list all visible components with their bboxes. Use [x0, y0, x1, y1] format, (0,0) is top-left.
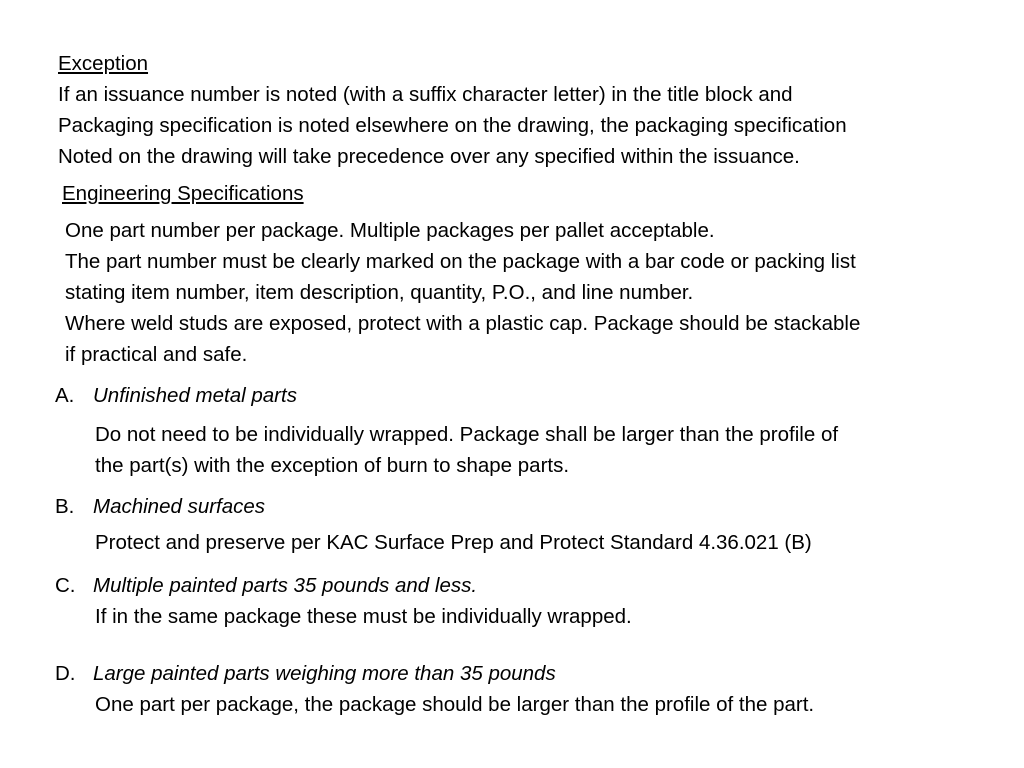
item-a-body-2: the part(s) with the exception of burn to shape parts.	[95, 454, 570, 477]
item-d-title-row	[55, 658, 556, 689]
item-d-letter: D.	[55, 662, 76, 685]
item-a-body-1: Do not need to be individually wrapped. Package shall be larger than the profile of	[95, 423, 839, 446]
item-b-letter: B.	[55, 495, 75, 518]
engineering-line-3: stating item number, item description, quantity, P.O., and line number.	[65, 281, 694, 304]
exception-line-3: Noted on the drawing will take precedence over any specified within the issuance.	[58, 145, 800, 168]
engineering-line-5: if practical and safe.	[65, 343, 248, 366]
engineering-heading: Engineering Specifications	[62, 182, 304, 205]
exception-heading: Exception	[58, 52, 149, 75]
engineering-line-2: The part number must be clearly marked on the package with a bar code or packing list	[65, 250, 856, 273]
exception-line-1: If an issuance number is noted (with a suffix character letter) in the title block and	[58, 83, 793, 106]
item-b-title: Machined surfaces	[93, 495, 266, 518]
item-c-letter: C.	[55, 574, 76, 597]
engineering-line-1: One part number per package. Multiple packages per pallet acceptable.	[65, 219, 715, 242]
item-b-body-1: Protect and preserve per KAC Surface Prep and Protect Standard 4.36.021 (B)	[95, 531, 812, 554]
item-c-title: Multiple painted parts 35 pounds and less.	[93, 574, 478, 597]
item-a-title: Unfinished metal parts	[93, 384, 297, 407]
item-c-body-1: If in the same package these must be individually wrapped.	[95, 605, 632, 628]
item-d-body-1: One part per package, the package should be larger than the profile of the part.	[95, 693, 815, 716]
engineering-line-4: Where weld studs are exposed, protect with a plastic cap. Package should be stackable	[65, 312, 861, 335]
item-a-title-row	[55, 380, 297, 411]
exception-line-2: Packaging specification is noted elsewhere on the drawing, the packaging specification	[58, 114, 847, 137]
item-a-letter: A.	[55, 384, 75, 407]
item-b-title-row	[55, 491, 265, 522]
item-c-title-row	[55, 570, 477, 601]
item-d-title: Large painted parts weighing more than 35 pounds	[93, 662, 556, 685]
